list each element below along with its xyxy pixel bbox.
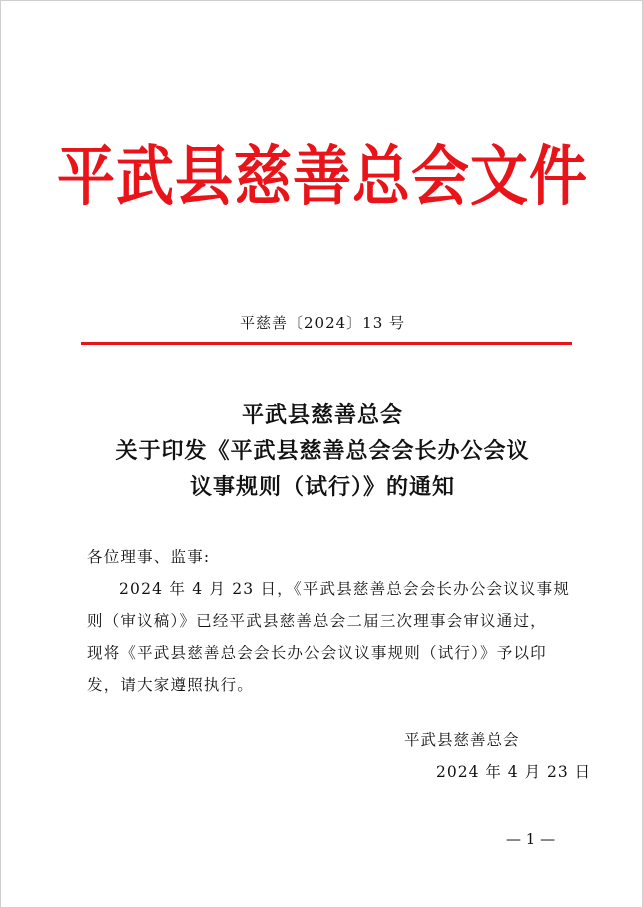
body-line-2: 则（审议稿）》已经平武县慈善总会二届三次理事会审议通过，: [87, 612, 547, 630]
red-divider-line: [81, 342, 572, 345]
body-line-1: 2024 年 4 月 23 日，《平武县慈善总会会长办公会议议事规: [119, 580, 571, 598]
body-line-4: 发，请大家遵照执行。: [87, 676, 255, 694]
title-line-1: 平武县慈善总会: [241, 402, 403, 428]
document-title: [1, 397, 643, 505]
signature-date: 2024 年 4 月 23 日: [436, 763, 592, 781]
document-number: 平慈善〔2024〕13 号: [239, 314, 406, 332]
salutation: 各位理事、监事:: [87, 548, 211, 566]
title-line-3: 议事规则（试行）》的通知: [189, 474, 455, 500]
document-body: [87, 541, 571, 701]
body-line-3: 现将《平武县慈善总会会长办公会议议事规则（试行）》予以印: [87, 644, 547, 662]
title-line-2: 关于印发《平武县慈善总会会长办公会议: [115, 438, 530, 464]
signature-organization: 平武县慈善总会: [404, 731, 520, 749]
page-number: — 1 —: [506, 830, 556, 848]
document-masthead: 平武县慈善总会文件: [56, 137, 588, 215]
